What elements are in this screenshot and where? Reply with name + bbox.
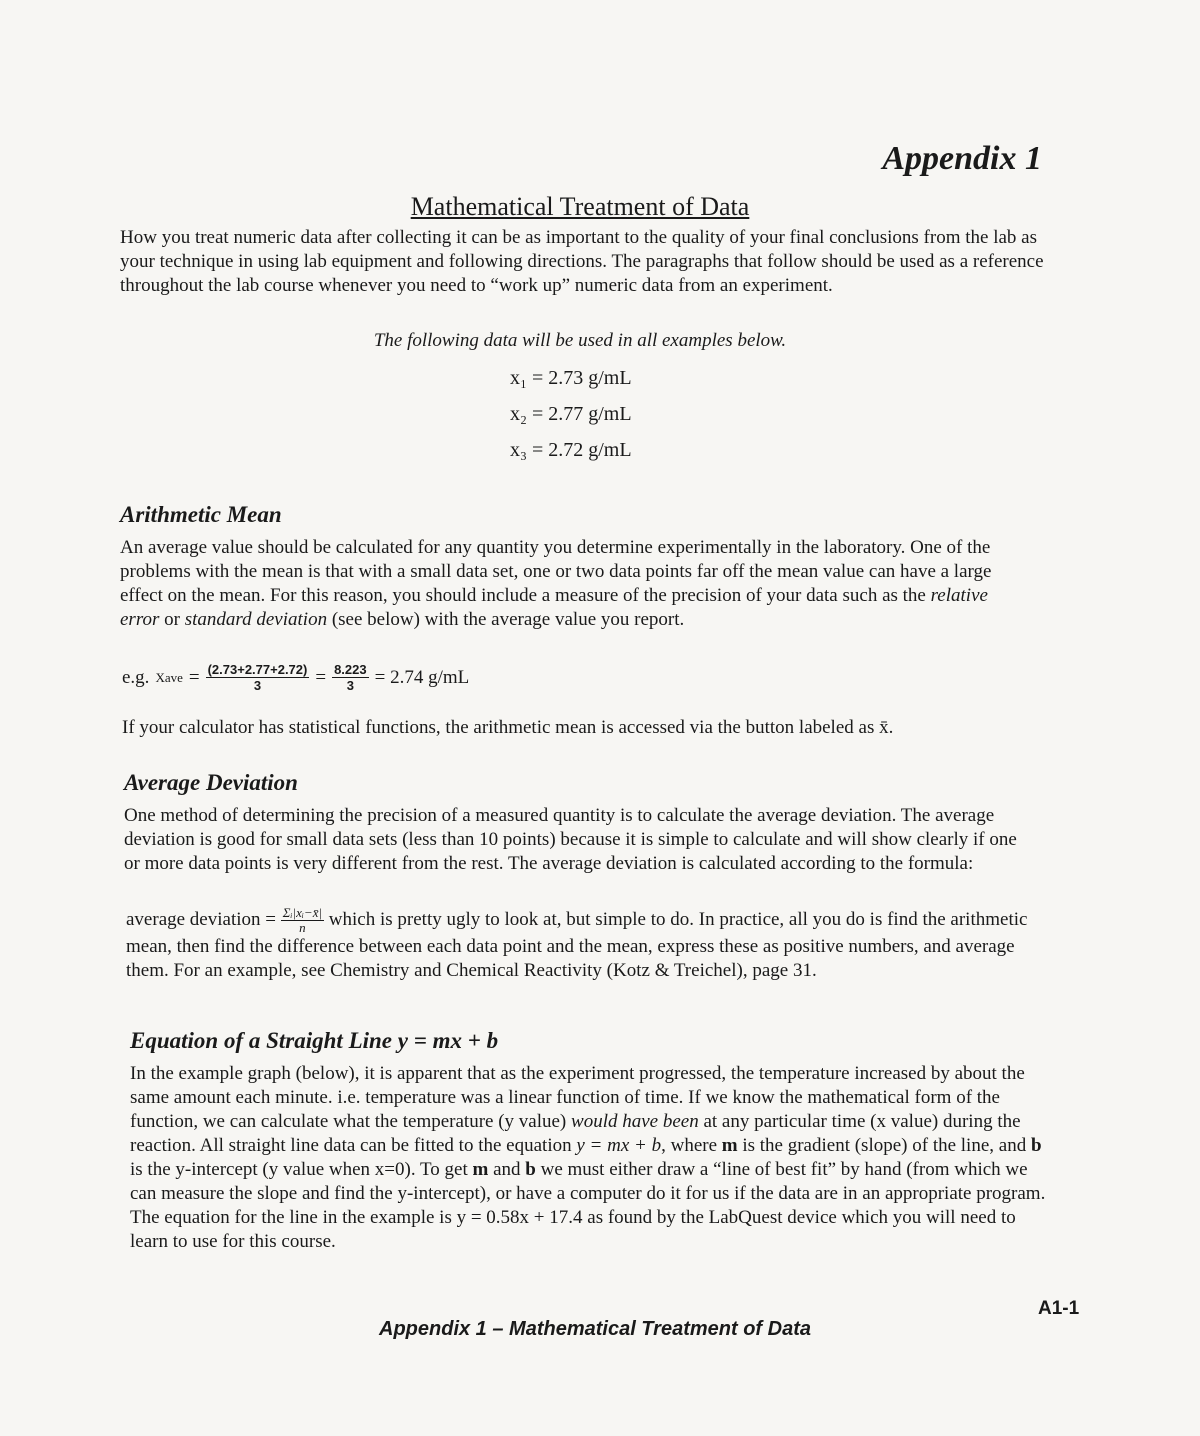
equals-sign: =	[188, 666, 200, 688]
text-span: is the gradient (slope) of the line, and	[737, 1135, 1031, 1156]
fraction-numerator: Σᵢ|xᵢ−x̄|	[282, 905, 323, 920]
arithmetic-mean-paragraph	[120, 536, 1030, 632]
bold-m: m	[472, 1159, 489, 1180]
text-span: (see below) with the average value you report.	[327, 609, 685, 630]
text-span: and	[488, 1159, 526, 1180]
text-span: we must either draw a “line of best fit” by hand (from which we can measure the slope and find the y-intercept), or have a computer do it for us if the data are in an appropriate program. The equation for the line in the example is y = 0.58x + 17.4 as found by the LabQuest device which you will need to learn to use for this course.	[130, 1159, 1046, 1252]
document-title: Mathematical Treatment of Data	[410, 192, 750, 221]
fraction-numerator: 8.223	[334, 662, 367, 677]
fraction-sum	[206, 662, 310, 693]
fraction-denominator: 3	[253, 678, 262, 693]
xave-label: Xave	[155, 669, 183, 685]
fraction-denominator: n	[299, 920, 306, 935]
text-span: is the y-intercept (y value when x=0). To get	[130, 1159, 473, 1180]
intro-paragraph: How you treat numeric data after collecting it can be as important to the quality of your final conclusions from the lab as your technique in using lab equipment and following directions. The paragraphs that follow should be used as a reference throughout the lab course whenever you need to “work up” numeric data from an experiment.	[120, 227, 1044, 296]
data-list	[510, 365, 632, 473]
average-deviation-paragraph: One method of determining the precision of a measured quantity is to calculate the average deviation. The average deviation is good for small data sets (less than 10 points) because it is simple to calculate and will show clearly if one or more data points is very different from the rest. The average deviation is calculated according to the formula:	[124, 805, 1017, 874]
bold-b: b	[1030, 1135, 1042, 1156]
data-note: The following data will be used in all examples below.	[373, 330, 787, 351]
average-deviation-fraction	[281, 906, 324, 935]
text-span: at any particular time (x value) during the reaction. All straight line data can be fitted to the equation	[130, 1111, 1021, 1156]
equals-sign: =	[315, 666, 327, 688]
emphasis-standard-deviation: standard deviation	[184, 609, 328, 630]
fraction-numerator: (2.73+2.77+2.72)	[207, 662, 308, 677]
calculator-note-paragraph: If your calculator has statistical functions, the arithmetic mean is accessed via the button labeled as x̄.	[122, 717, 894, 738]
emphasis-would-have-been: would have been	[571, 1111, 699, 1132]
fraction-total	[332, 662, 369, 693]
footer-title: Appendix 1 – Mathematical Treatment of Data	[379, 1318, 811, 1340]
heading-arithmetic-mean: Arithmetic Mean	[120, 502, 282, 527]
text-span: which is pretty ugly to look at, but simple to do. In practice, all you do is find the arithmetic mean, then find the difference between each data point and the mean, express these as positive numbers, and average them. For an example, see Chemistry and Chemical Reactivity (Kotz & Treichel), page 31.	[126, 908, 1028, 981]
data-line-x2: x₂ = 2.77 g/mL	[510, 403, 632, 425]
bold-m: m	[721, 1135, 738, 1156]
text-span: or	[159, 609, 185, 630]
straight-line-paragraph	[130, 1062, 1050, 1254]
formula-label: average deviation =	[126, 908, 281, 930]
mean-example-formula	[122, 662, 469, 693]
appendix-heading: Appendix 1	[882, 140, 1042, 177]
text-span: , where	[661, 1135, 722, 1156]
bold-b: b	[525, 1159, 536, 1180]
inline-equation: y = mx + b	[576, 1135, 662, 1156]
text-span: An average value should be calculated for any quantity you determine experimentally in the laboratory. One of the problems with the mean is that with a small data set, one or two data points far off the mean value can have a large effect on the mean. For this reason, you should include a measure of the precision of your data such as the	[120, 537, 992, 606]
emphasis-relative-error: relative error	[120, 585, 988, 630]
data-line-x3: x₃ = 2.72 g/mL	[510, 439, 632, 461]
heading-straight-line: Equation of a Straight Line y = mx + b	[130, 1028, 499, 1053]
eg-label: e.g.	[122, 666, 150, 688]
heading-average-deviation: Average Deviation	[124, 770, 298, 795]
fraction-denominator: 3	[346, 678, 354, 693]
page-number: A1-1	[1038, 1298, 1080, 1319]
text-span: In the example graph (below), it is apparent that as the experiment progressed, the temperature increased by about the same amount each minute. i.e. temperature was a linear function of time. If we know the mathematical form of the function, we can calculate what the temperature (y value)	[130, 1063, 1025, 1132]
mean-result: = 2.74 g/mL	[374, 666, 470, 688]
average-deviation-formula-paragraph	[126, 906, 1046, 983]
data-line-x1: x₁ = 2.73 g/mL	[510, 367, 632, 389]
